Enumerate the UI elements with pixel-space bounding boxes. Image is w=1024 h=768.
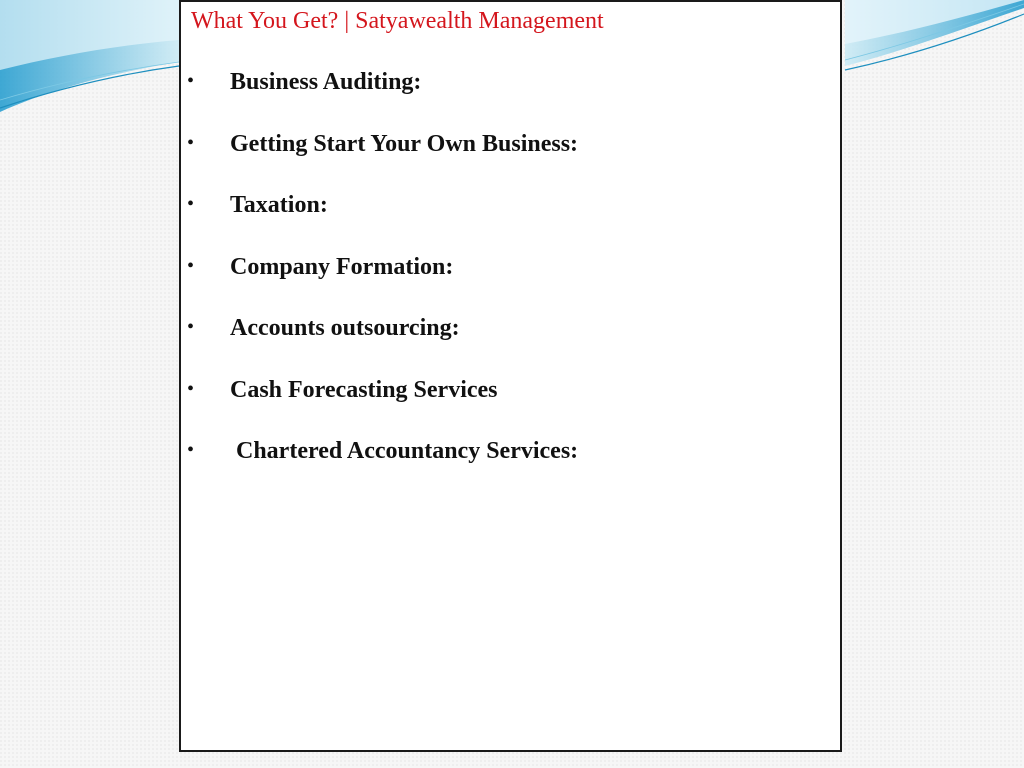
bullet-icon: • [187, 377, 195, 400]
slide-title: What You Get? | Satyawealth Management [191, 8, 604, 34]
bullet-icon: • [187, 70, 195, 92]
list-item-text: Getting Start Your Own Business: [230, 130, 579, 157]
list-item-text: Cash Forecasting Services [230, 376, 498, 403]
bullet-icon: • [187, 316, 195, 338]
bullet-icon: • [187, 193, 195, 215]
bullet-icon: • [187, 131, 195, 154]
list-item-text: Taxation: [230, 192, 328, 218]
list-item-text: Accounts outsourcing: [230, 315, 460, 341]
bullet-icon: • [187, 439, 195, 461]
list-item-text: Company Formation: [230, 253, 454, 280]
content-panel [179, 0, 842, 752]
list-item-text: Chartered Accountancy Services: [236, 438, 579, 464]
bullet-icon: • [187, 254, 195, 277]
list-item-text: Business Auditing: [230, 69, 422, 95]
